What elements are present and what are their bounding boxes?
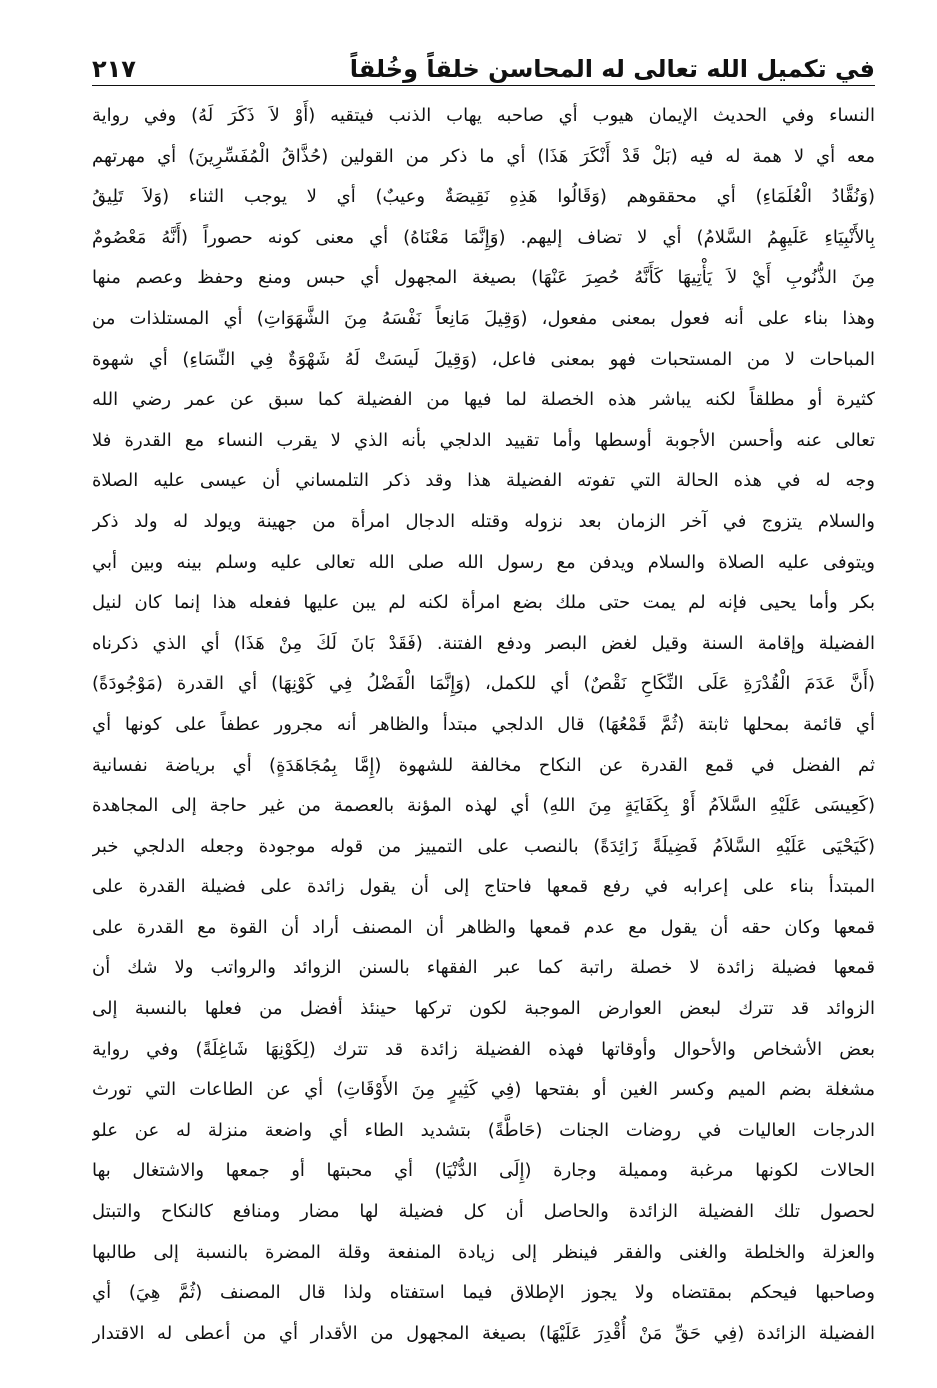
text-line: الحالات لكونها مرغبة ومميلة وجارة (إِلَى الدُّنْيَا) أي محبتها أو جمعها والاشتغال بها — [92, 1160, 875, 1182]
text-line: وصاحبها فيحكم بمقتضاه ولا يجوز الإطلاق فيما استفتاه ولذا قال المصنف (ثُمَّ هِيَ) أي — [92, 1282, 875, 1304]
text-line: المبتدأ بناء على إعرابه في رفع قمعها فاحتاج إلى أن يقول زائدة على فضيلة القدرة على — [92, 876, 875, 898]
text-line: بِالأَنْبِيَاءِ عَلَيهِمُ السَّلامُ) أي لا تضاف إليهم. (وَإِنَّمَا مَعْنَاهُ) أي معنى كونه حصوراً (أَنَّهُ مَعْصُومٌ — [92, 226, 875, 248]
text-line: بعض الأشخاص والأحوال وأوقاتها فهذه الفضيلة زائدة قد تترك (لِكَوْنِهَا شَاغِلَةً) وفي رواية — [92, 1038, 875, 1060]
text-line: الدرجات العاليات في روضات الجنات (حَاطَّةً) بتشديد الطاء أي واضعة منزلة له عن علو — [92, 1119, 875, 1141]
text-line: النساء وفي الحديث الإيمان هيوب أي صاحبه يهاب الذنب فيتقيه (أَوْ لاَ ذَكَرَ لَهُ) وفي رواية — [92, 105, 875, 126]
text-line: وهذا بناء على أنه فعول بمعنى مفعول، (وَقِيلَ مَانِعاً نَفْسَهُ مِنَ الشَّهَوَاتِ) أي المستلذات من — [92, 307, 875, 329]
text-line: (وَنُقَّادُ الْعُلَمَاءِ) أي محققوهم (وَقَالُوا هَذِهِ نَقِيصَةٌ وعيبٌ) أي لا يوجب الثناء (وَلاَ تَلِيقُ — [92, 186, 875, 208]
text-line: مِنَ الذُّنُوبِ أَيْ لاَ يَأْتِيهَا كَأَنَّهُ حُصِرَ عَنْهَا) بصيغة المجهول أي حبس ومنع وحفظ وعصم منها — [92, 267, 875, 289]
text-line: (أَنَّ عَدَمَ الْقُدْرَةِ عَلَى النِّكَاحِ نَقْصٌ) أي للكمل، (وَإِنَّمَا الْفَضْلُ فِي كَوْنِهَا) أي القدرة (مَوْجُودَةً) — [92, 673, 875, 695]
text-line: مشغلة بضم الميم وكسر الغين أو بفتحها (فِي كَثِيرٍ مِنَ الأَوْقَاتِ) أي عن الطاعات التي تورث — [92, 1079, 875, 1101]
text-line: تعالى عنه وأحسن الأجوبة أوسطها وأما تقييد الدلجي بأنه الذي لا يقرب النساء مع القدرة فلا — [92, 429, 875, 451]
text-line: والعزلة والخلطة والغنى والفقر فينظر إلى زيادة المنفعة وقلة المضرة بالنسبة إلى طالبها — [92, 1241, 875, 1263]
text-line: الفضيلة وإقامة السنة وقيل لغض البصر ودفع الفتنة. (فَقَدْ بَانَ لَكَ مِنْ هَذَا) أي الذي ذكرناه — [92, 632, 875, 654]
text-line: المباحات لا من المستحبات فهو بمعنى فاعل، (وَقِيلَ لَيسَتْ لَهُ شَهْوَةٌ فِي النِّسَاءِ) أي شهوة — [92, 348, 875, 370]
text-line: وجه له في هذه الحالة التي تفوته الفضيلة هذا وقد ذكر التلمساني أن عيسى عليه الصلاة — [92, 470, 875, 492]
body-text — [92, 96, 875, 1348]
text-line: (كَعِيسَى عَلَيْهِ السَّلاَمُ أَوْ بِكَفَايَةٍ مِنَ اللهِ) أي لهذه المؤنة بالعصمة من غير حاجة إلى المجاهدة — [92, 795, 875, 817]
text-line: كثيرة أو مطلقاً لكنه يباشر هذه الخصلة لما فيها من الفضيلة كما سبق عن عمر رضي الله — [92, 389, 875, 411]
text-line: ويتوفى عليه الصلاة والسلام ويدفن مع رسول الله صلى الله تعالى عليه وسلم بينه وبين أبي — [92, 551, 875, 573]
text-line: أي قائمة بمحلها ثابتة (ثُمَّ قَمْعُهَا) قال الدلجي مبتدأ والظاهر أنه مجرور عطفاً على كونها أي — [92, 713, 875, 735]
text-line: ثم الفضل في قمع القدرة عن النكاح مخالفة للشهوة (إِمَّا بِمُجَاهَدَةٍ) أي برياضة نفسانية — [92, 754, 875, 776]
text-line: لحصول تلك الفضيلة الزائدة والحاصل أن كل فضيلة لها مضار ومنافع كالنكاح والتبتل — [92, 1201, 875, 1223]
text-line: قمعها وكان حقه أن يقول مع عدم قمعها والظاهر أن المصنف أراد أن القوة مع القدرة على — [92, 916, 875, 938]
header-rule — [92, 85, 875, 86]
text-line: الفضيلة الزائدة (فِي حَقِّ مَنْ أُقْدِرَ عَلَيْهَا) بصيغة المجهول من الأقدار أي من أعطى له الاقتدار — [92, 1322, 875, 1344]
text-line: والسلام يتزوج في آخر الزمان بعد نزوله وقتله الدجال امرأة من جهينة ويولد له ولد ذكر — [92, 510, 875, 532]
text-line: بكر وأما يحيى فإنه لم يمت حتى ملك بضع امرأة لكنه لم يبن عليها ففعله هذا إنما كان لنيل — [92, 592, 875, 614]
text-line: (كَيَحْيَى عَلَيْهِ السَّلاَمُ فَضِيلَةً زَائِدَةً) بالنصب على التمييز من قوله موجودة وجعله الدلجي خبر — [92, 835, 875, 857]
page-header — [92, 36, 875, 84]
page-number: ٢١٧ — [92, 55, 136, 84]
running-title: في تكميل الله تعالى له المحاسن خلقاً وخُلقاً — [349, 55, 875, 84]
text-line: الزوائد قد تترك لبعض العوارض الموجبة لكون تركها حينئذ أفضل من فعلها بالنسبة إلى — [92, 998, 875, 1020]
text-line: قمعها فضيلة زائدة لا خصلة راتبة كما عبر الفقهاء بالسنن الزوائد والرواتب ولا شك أن — [92, 957, 875, 979]
text-line: معه أي لا همة له فيه (بَلْ قَدْ أَنْكَرَ هَذَا) أي ما ذكر من القولين (حُذَّاقُ الْمُفَسِّرِينَ) أي مهرتهم — [92, 145, 875, 167]
